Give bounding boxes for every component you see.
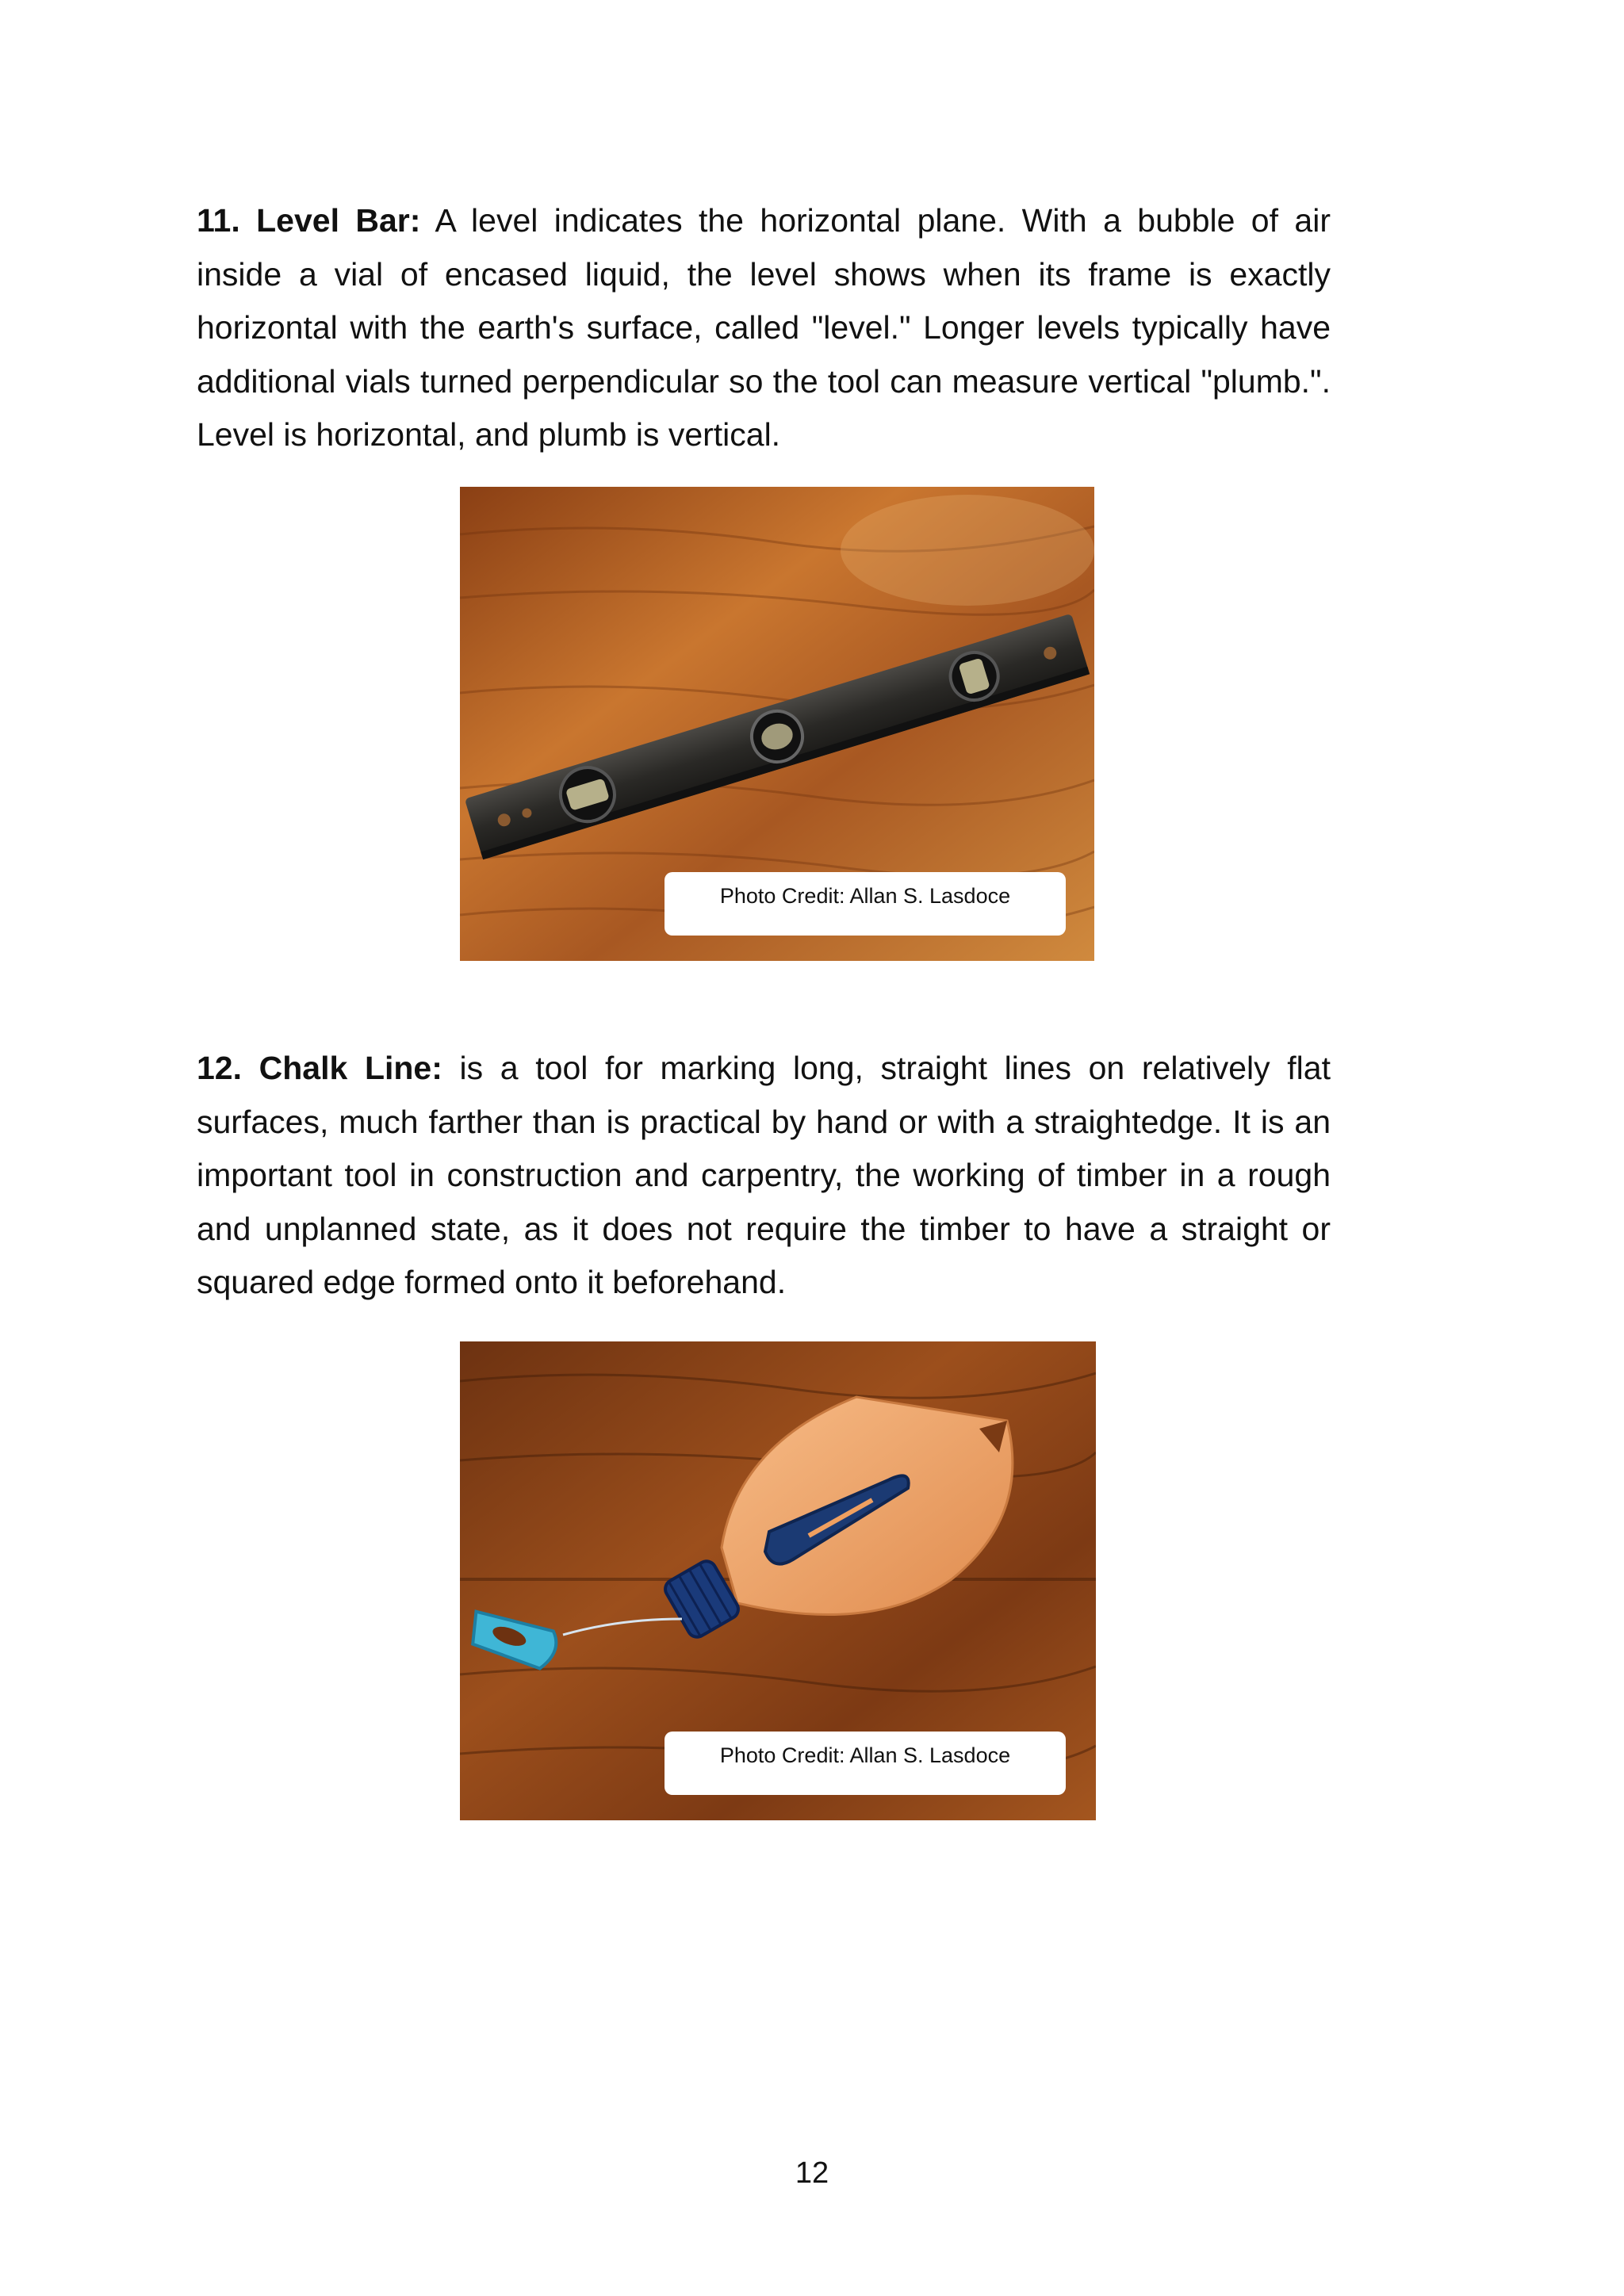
level-bar-photo-credit: Photo Credit: Allan S. Lasdoce	[665, 872, 1066, 936]
section-11-body: A level indicates the horizontal plane. With a bubble of air inside a vial of encased liquid, the level shows when its frame is exactly horizontal with the earth's surface, called "level." Longer levels typically have additional vials turned perpendicular so the tool can measure vertical "plumb.". Level is horizontal, and plumb is vertical.	[197, 202, 1331, 453]
section-12-body: is a tool for marking long, straight lines on relatively flat surfaces, much farther than is practical by hand or with a straightedge. It is an important tool in construction and carpentry, the working of timber in a rough and unplanned state, as it does not require the timber to have a straight or squared edge formed onto it beforehand.	[197, 1050, 1331, 1300]
page-number: 12	[795, 2156, 829, 2190]
section-12-paragraph	[197, 1042, 1331, 1310]
section-12-heading: 12. Chalk Line:	[197, 1050, 442, 1086]
section-11-heading: 11. Level Bar:	[197, 202, 421, 239]
chalk-line-photo-credit: Photo Credit: Allan S. Lasdoce	[665, 1732, 1066, 1795]
section-11-paragraph	[197, 194, 1331, 462]
